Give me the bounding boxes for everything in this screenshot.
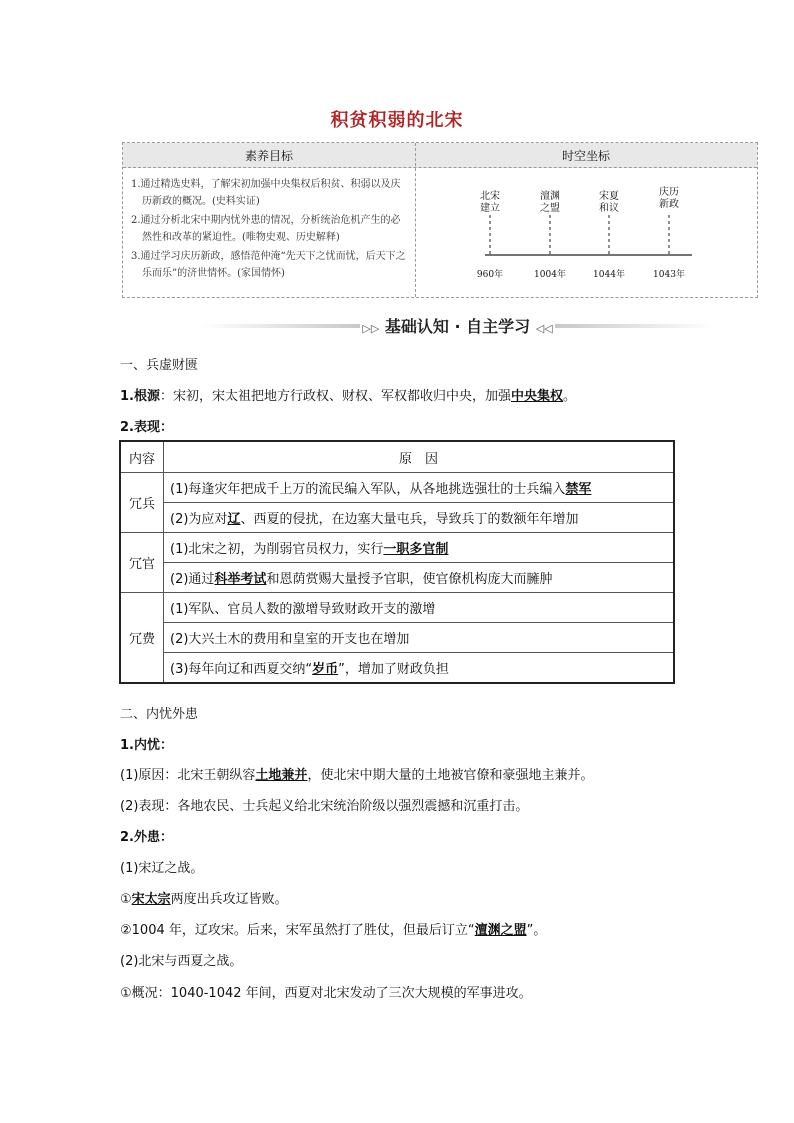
text: 和恩荫赏赐大量授予官职，使官僚机构庞大而臃肿 bbox=[266, 572, 553, 587]
timeline-event bbox=[589, 191, 629, 215]
reason-cell bbox=[164, 563, 675, 593]
item-number: 1. bbox=[120, 389, 134, 404]
table-header-cell: 内容 bbox=[120, 441, 164, 473]
timeline-event-label: 庆历 新政 bbox=[659, 187, 679, 210]
timeline-event bbox=[649, 187, 689, 211]
key-term: 中央集权 bbox=[511, 389, 564, 404]
text-line: (1)宋辽之战。 bbox=[120, 861, 204, 876]
table-row bbox=[120, 653, 674, 684]
goal-item: 1.通过精选史料，了解宋初加强中央集权后积贫、积弱以及庆历新政的概况。(史料实证) bbox=[131, 179, 401, 207]
text: (2)大兴土木的费用和皇室的开支也在增加 bbox=[170, 632, 410, 647]
timeline bbox=[415, 167, 757, 297]
section-heading: 二、内忧外患 bbox=[120, 707, 199, 722]
text: ”。 bbox=[526, 923, 547, 938]
table-row bbox=[120, 593, 674, 623]
category-cell: 冗兵 bbox=[120, 473, 164, 533]
text: (3)每年向辽和西夏交纳“ bbox=[170, 662, 313, 677]
text: (1)北宋之初，为削弱官员权力，实行 bbox=[170, 542, 384, 557]
text-line bbox=[120, 919, 546, 938]
text-line bbox=[120, 764, 593, 783]
text-line: ①概况：1040-1042 年间，西夏对北宋发动了三次大规模的军事进攻。 bbox=[120, 986, 532, 1001]
timeline-year: 1044年 bbox=[593, 270, 625, 280]
section-heading: 一、兵虚财匮 bbox=[120, 358, 199, 373]
text: ，使北宋中期大量的土地被官僚和豪强地主兼并。 bbox=[307, 768, 594, 783]
timeline-year: 1043年 bbox=[653, 270, 685, 280]
reason-cell bbox=[164, 623, 675, 653]
subheading: 1.内忧： bbox=[120, 738, 173, 753]
timeline-event bbox=[530, 191, 570, 215]
goals-list bbox=[131, 177, 409, 285]
text-line bbox=[120, 888, 288, 907]
timeline-event-label: 北宋 建立 bbox=[480, 191, 500, 214]
category-cell: 冗官 bbox=[120, 533, 164, 593]
text-line: (2)表现：各地农民、士兵起义给北宋统治阶级以强烈震撼和沉重打击。 bbox=[120, 799, 529, 814]
subheading: 2.外患： bbox=[120, 830, 173, 845]
text: 两度出兵攻辽皆败。 bbox=[170, 892, 288, 907]
banner-arrow-left-icon: ◁◁ bbox=[535, 322, 553, 335]
goal-item: 2.通过分析北宋中期内忧外患的情况，分析统治危机产生的必然性和改革的紧迫性。(唯物史观、历史解释) bbox=[131, 215, 401, 243]
category-cell: 冗费 bbox=[120, 593, 164, 684]
table-row bbox=[120, 533, 674, 563]
reason-cell bbox=[164, 473, 675, 503]
timeline-event-label: 澶渊 之盟 bbox=[540, 191, 560, 214]
banner-title bbox=[200, 314, 715, 337]
table-header-cell: 原 因 bbox=[164, 441, 675, 473]
table-row bbox=[120, 473, 674, 503]
reasons-table bbox=[119, 440, 675, 684]
timeline-header: 时空坐标 bbox=[561, 149, 610, 163]
table-header-row bbox=[120, 441, 674, 473]
timeline-event-label: 宋夏 和议 bbox=[599, 191, 619, 214]
key-term: 禁军 bbox=[565, 482, 592, 497]
table-row bbox=[120, 563, 674, 593]
banner-label: 基础认知 · 自主学习 bbox=[384, 317, 531, 336]
section-banner bbox=[200, 314, 715, 338]
timeline-axis bbox=[415, 167, 757, 297]
text: ：宋初，宋太祖把地方行政权、财权、军权都收归中央，加强 bbox=[160, 389, 512, 404]
key-term: 土地兼并 bbox=[255, 768, 308, 783]
text: 。 bbox=[563, 389, 577, 404]
item-label: 根源 bbox=[133, 389, 160, 404]
table-row bbox=[120, 503, 674, 533]
root-cause-line bbox=[120, 385, 576, 404]
text: (1)军队、官员人数的激增导致财政开支的激增 bbox=[170, 602, 436, 617]
timeline-year: 1004年 bbox=[534, 270, 566, 280]
text: ① bbox=[120, 892, 132, 907]
page-title: 积贫积弱的北宋 bbox=[330, 110, 464, 131]
banner-arrow-right-icon: ▷▷ bbox=[362, 322, 380, 335]
text: (2)为应对 bbox=[170, 512, 228, 527]
reason-cell bbox=[164, 533, 675, 563]
key-term: 一职多官制 bbox=[383, 542, 449, 557]
key-term: 宋太宗 bbox=[131, 892, 171, 907]
goals-header: 素养目标 bbox=[244, 149, 293, 163]
reason-cell bbox=[164, 593, 675, 623]
subheading: 2.表现： bbox=[120, 420, 173, 435]
goal-item: 3.通过学习庆历新政，感悟范仲淹“先天下之忧而忧，后天下之乐而乐”的济世情怀。(家国情怀) bbox=[131, 251, 406, 279]
text: (1)原因：北宋王朝纵容 bbox=[120, 768, 256, 783]
key-term: 岁币 bbox=[312, 662, 339, 677]
timeline-year: 960年 bbox=[476, 270, 504, 280]
reason-cell bbox=[164, 503, 675, 533]
goals-box bbox=[122, 142, 758, 298]
text: 、西夏的侵扰，在边塞大量屯兵，导致兵丁的数额年年增加 bbox=[240, 512, 579, 527]
key-term: 科举考试 bbox=[214, 572, 267, 587]
text: (2)通过 bbox=[170, 572, 215, 587]
text: ②1004 年，辽攻宋。后来，宋军虽然打了胜仗，但最后订立“ bbox=[120, 923, 475, 938]
reason-cell bbox=[164, 653, 675, 684]
timeline-event bbox=[470, 191, 510, 215]
key-term: 澶渊之盟 bbox=[474, 923, 527, 938]
text: ”，增加了财政负担 bbox=[338, 662, 449, 677]
text-line: (2)北宋与西夏之战。 bbox=[120, 954, 243, 969]
table-row bbox=[120, 623, 674, 653]
text: (1)每逢灾年把成千上万的流民编入军队，从各地挑选强壮的士兵编入 bbox=[170, 482, 566, 497]
key-term: 辽 bbox=[227, 512, 241, 527]
